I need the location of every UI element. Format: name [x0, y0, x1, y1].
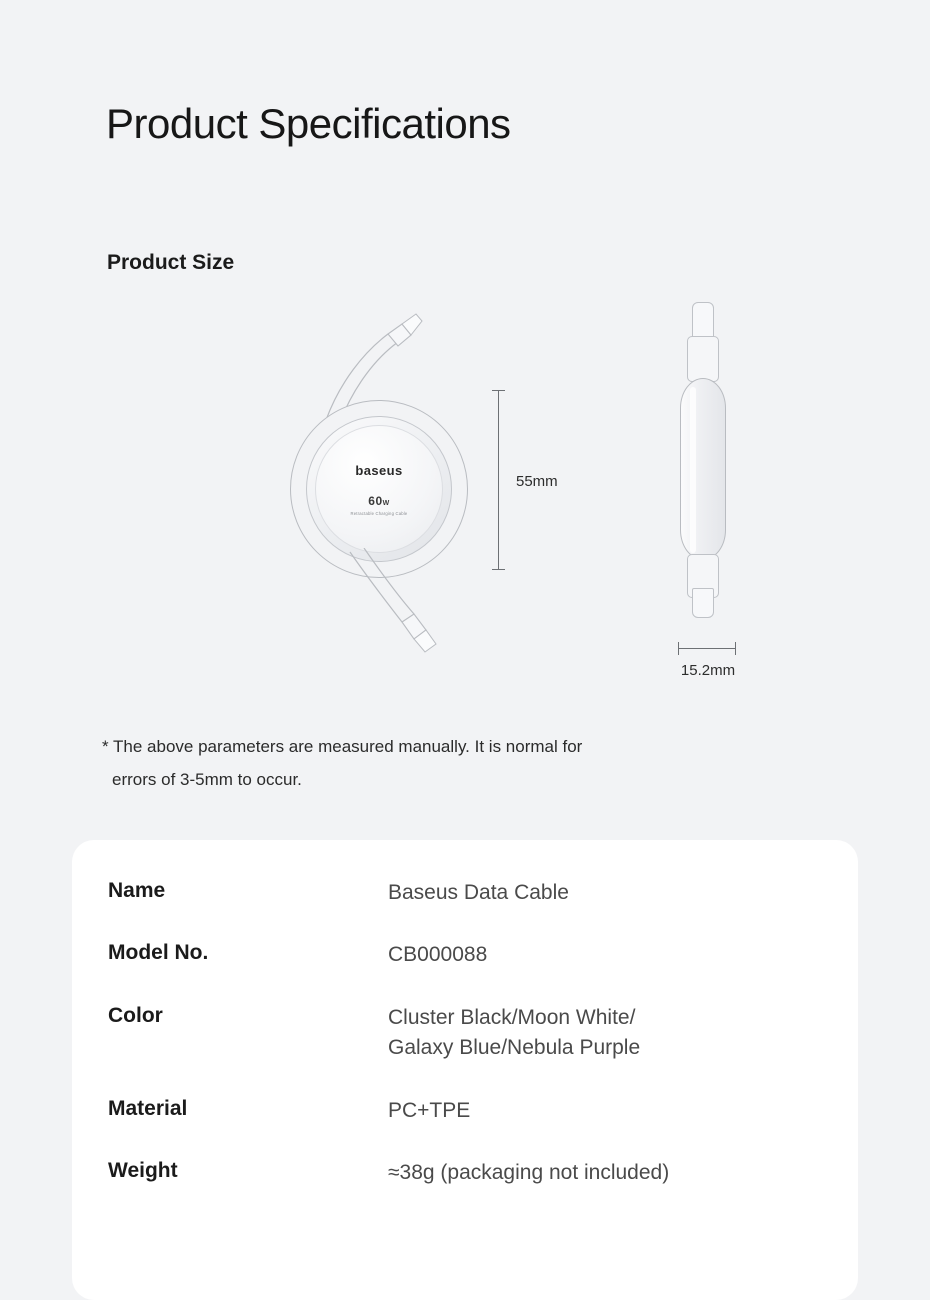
spec-value-line1: PC+TPE	[388, 1098, 471, 1122]
cable-bottom-illustration	[340, 548, 470, 658]
measurement-note-line1: * The above parameters are measured manually. It is normal for	[102, 737, 583, 756]
section-title-product-size: Product Size	[107, 251, 235, 274]
connector-tip-bottom	[692, 588, 714, 618]
product-side-drawing	[672, 288, 752, 638]
connector-neck-top	[687, 336, 719, 382]
specifications-table	[72, 840, 858, 1300]
product-front-drawing	[270, 290, 520, 650]
spec-value	[388, 940, 487, 970]
table-row	[108, 1096, 822, 1126]
spec-key: Material	[108, 1096, 188, 1120]
spec-value-line1: CB000088	[388, 943, 488, 967]
spec-key: Name	[108, 879, 166, 902]
spec-key: Weight	[108, 1159, 178, 1183]
page-title: Product Specifications	[106, 100, 511, 147]
device-body-side	[680, 378, 726, 560]
spec-value-line1: Baseus Data Cable	[388, 881, 569, 904]
spec-value	[388, 1003, 640, 1064]
wattage-value: 60	[368, 493, 383, 508]
height-dimension-line	[498, 390, 499, 570]
table-row	[108, 940, 822, 970]
width-dimension-label: 15.2mm	[680, 662, 736, 679]
height-dimension-label: 55mm	[516, 473, 558, 490]
product-size-diagram	[0, 280, 930, 700]
wattage-unit: W	[382, 499, 390, 507]
spec-key: Model No.	[108, 941, 209, 965]
wattage-label	[368, 494, 389, 508]
connector-tip-top	[692, 302, 714, 340]
table-row	[108, 878, 822, 908]
spec-value	[388, 878, 569, 908]
spec-value	[388, 1096, 470, 1126]
spec-value-line2: Galaxy Blue/Nebula Purple	[388, 1036, 641, 1060]
width-dimension-line	[678, 648, 736, 649]
cable-face	[315, 425, 443, 553]
table-row	[108, 1003, 822, 1064]
measurement-note-line2: errors of 3-5mm to occur.	[112, 770, 302, 790]
spec-value	[388, 1158, 669, 1188]
table-row	[108, 1158, 822, 1188]
baseus-logo: baseus	[355, 462, 403, 478]
spec-key: Color	[108, 1003, 163, 1027]
measurement-note	[102, 730, 802, 796]
spec-value-line1: ≈38g (packaging not included)	[388, 1161, 670, 1185]
device-caption: Retractable Charging Cable	[350, 510, 408, 516]
spec-value-line1: Cluster Black/Moon White/	[388, 1005, 636, 1029]
